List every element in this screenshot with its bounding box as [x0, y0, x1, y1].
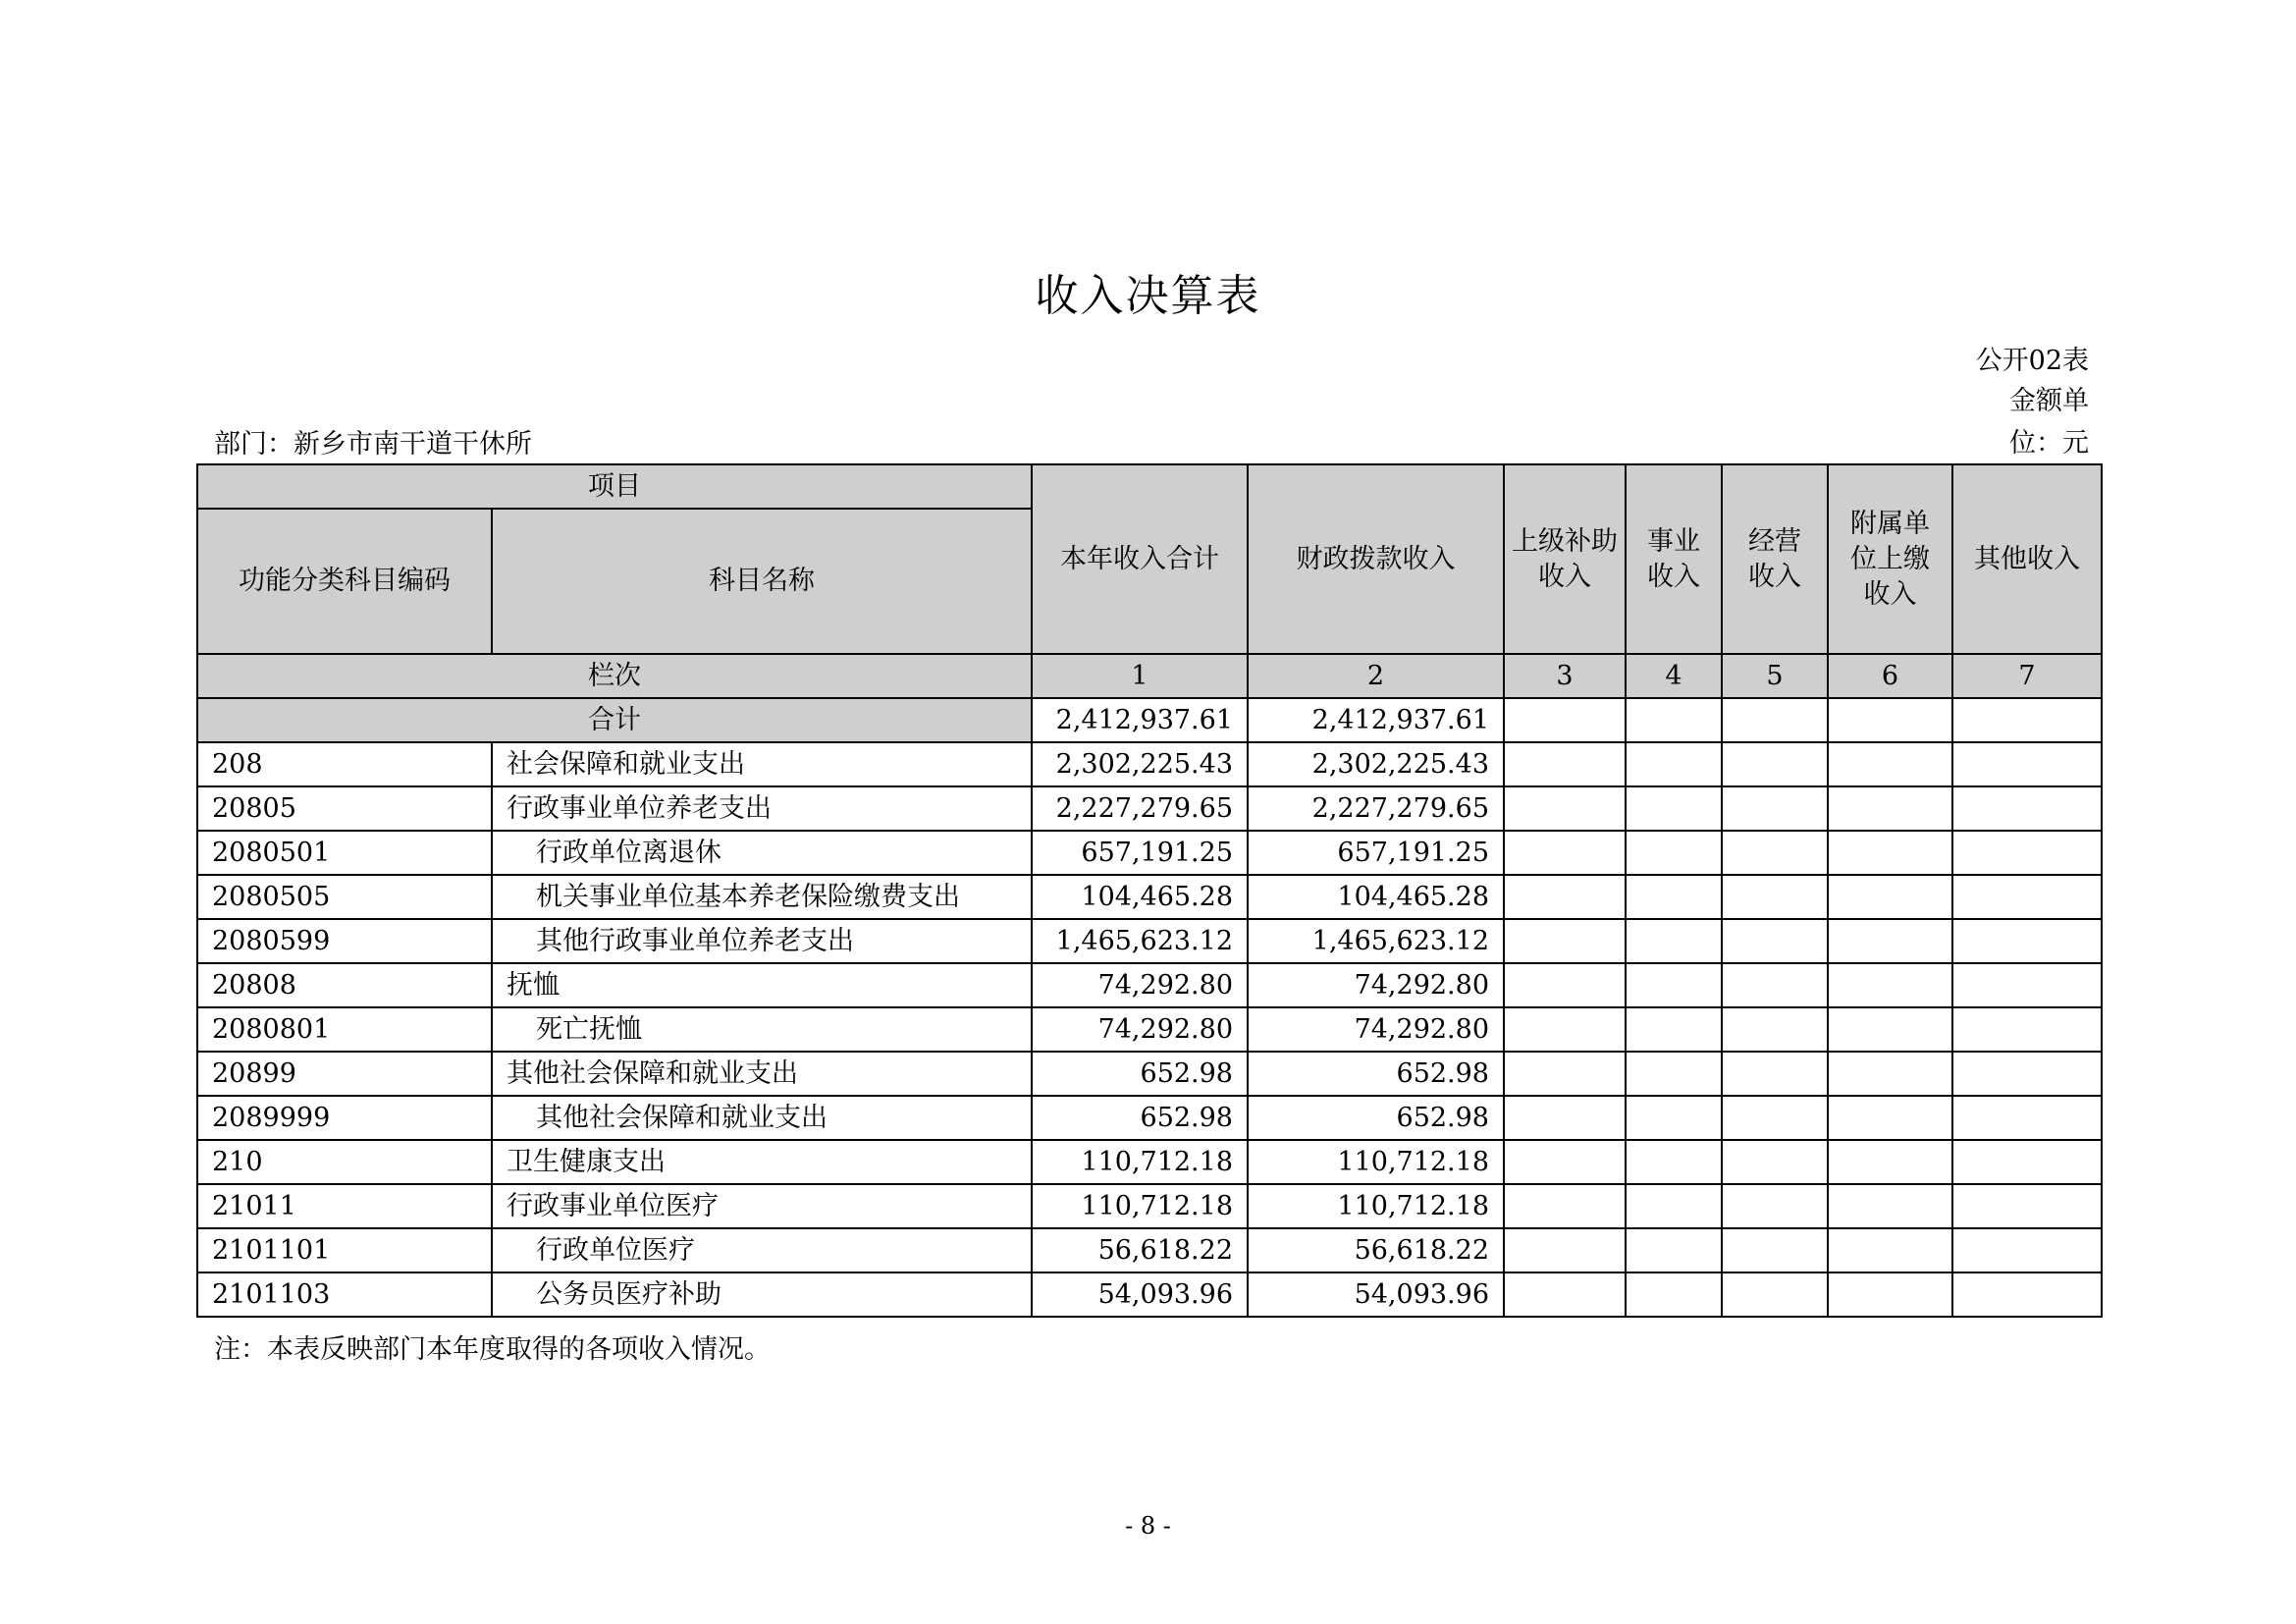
empty-cell: [1828, 698, 1952, 742]
row-code: 2080801: [197, 1007, 492, 1052]
row-name: 行政单位离退休: [492, 831, 1032, 875]
empty-cell: [1504, 1228, 1626, 1272]
empty-cell: [1952, 1052, 2102, 1096]
empty-cell: [1828, 1140, 1952, 1184]
empty-cell: [1626, 1272, 1722, 1317]
row-code: 208: [197, 742, 492, 786]
header-col3: 上级补助收入: [1504, 464, 1626, 654]
row-col1: 652.98: [1032, 1096, 1248, 1140]
row-col1: 1,465,623.12: [1032, 919, 1248, 963]
row-name: 公务员医疗补助: [492, 1272, 1032, 1317]
header-code: 功能分类科目编码: [197, 509, 492, 654]
table-row: [197, 875, 2102, 919]
row-name: 抚恤: [492, 963, 1032, 1007]
header-col7: 其他收入: [1952, 464, 2102, 654]
row-col2: 1,465,623.12: [1248, 919, 1504, 963]
row-col1: 104,465.28: [1032, 875, 1248, 919]
form-code: 公开02表: [1975, 346, 2089, 376]
empty-cell: [1952, 919, 2102, 963]
empty-cell: [1504, 1007, 1626, 1052]
empty-cell: [1952, 875, 2102, 919]
row-col1: 2,227,279.65: [1032, 786, 1248, 831]
total-row: [197, 698, 2102, 742]
row-name: 死亡抚恤: [492, 1007, 1032, 1052]
empty-cell: [1952, 963, 2102, 1007]
row-name: 卫生健康支出: [492, 1140, 1032, 1184]
row-name: 行政事业单位养老支出: [492, 786, 1032, 831]
index-cell: 3: [1504, 654, 1626, 698]
row-code: 210: [197, 1140, 492, 1184]
empty-cell: [1722, 1007, 1828, 1052]
empty-cell: [1626, 1140, 1722, 1184]
row-col1: 74,292.80: [1032, 1007, 1248, 1052]
empty-cell: [1722, 1052, 1828, 1096]
empty-cell: [1722, 919, 1828, 963]
empty-cell: [1828, 1052, 1952, 1096]
empty-cell: [1722, 1096, 1828, 1140]
empty-cell: [1952, 742, 2102, 786]
row-col1: 56,618.22: [1032, 1228, 1248, 1272]
header-col2: 财政拨款收入: [1248, 464, 1504, 654]
empty-cell: [1828, 963, 1952, 1007]
empty-cell: [1722, 786, 1828, 831]
table-row: [197, 1228, 2102, 1272]
row-code: 2080599: [197, 919, 492, 963]
empty-cell: [1504, 1184, 1626, 1228]
empty-cell: [1722, 1272, 1828, 1317]
row-name: 机关事业单位基本养老保险缴费支出: [492, 875, 1032, 919]
empty-cell: [1626, 963, 1722, 1007]
row-col1: 2,302,225.43: [1032, 742, 1248, 786]
table-row: [197, 963, 2102, 1007]
total-label: 合计: [197, 698, 1032, 742]
header-row-1: [197, 464, 2102, 509]
index-row: [197, 654, 2102, 698]
department-label: 部门：新乡市南干道干休所: [214, 429, 532, 460]
row-code: 2080505: [197, 875, 492, 919]
empty-cell: [1504, 1272, 1626, 1317]
row-code: 2101101: [197, 1228, 492, 1272]
empty-cell: [1828, 1184, 1952, 1228]
total-col2: 2,412,937.61: [1248, 698, 1504, 742]
empty-cell: [1504, 875, 1626, 919]
page-number: - 8 -: [1125, 1512, 1171, 1540]
empty-cell: [1504, 698, 1626, 742]
empty-cell: [1504, 919, 1626, 963]
empty-cell: [1828, 875, 1952, 919]
amount-unit-line1: 金额单: [2009, 386, 2089, 416]
table-row: [197, 919, 2102, 963]
empty-cell: [1626, 786, 1722, 831]
empty-cell: [1952, 1140, 2102, 1184]
empty-cell: [1828, 1007, 1952, 1052]
index-cell: 6: [1828, 654, 1952, 698]
table-note: 注：本表反映部门本年度取得的各项收入情况。: [214, 1334, 771, 1365]
empty-cell: [1626, 875, 1722, 919]
row-col2: 54,093.96: [1248, 1272, 1504, 1317]
page-title: 收入决算表: [1035, 271, 1261, 321]
empty-cell: [1504, 963, 1626, 1007]
table-row: [197, 1272, 2102, 1317]
header-item: 项目: [197, 464, 1032, 509]
index-label: 栏次: [197, 654, 1032, 698]
empty-cell: [1626, 831, 1722, 875]
index-cell: 2: [1248, 654, 1504, 698]
empty-cell: [1722, 963, 1828, 1007]
empty-cell: [1952, 1272, 2102, 1317]
empty-cell: [1952, 1228, 2102, 1272]
empty-cell: [1722, 831, 1828, 875]
empty-cell: [1952, 1184, 2102, 1228]
empty-cell: [1504, 1096, 1626, 1140]
row-col2: 652.98: [1248, 1096, 1504, 1140]
empty-cell: [1626, 1007, 1722, 1052]
empty-cell: [1722, 742, 1828, 786]
empty-cell: [1952, 1096, 2102, 1140]
row-col1: 110,712.18: [1032, 1140, 1248, 1184]
row-col2: 110,712.18: [1248, 1140, 1504, 1184]
index-cell: 7: [1952, 654, 2102, 698]
table-row: [197, 1096, 2102, 1140]
empty-cell: [1626, 1096, 1722, 1140]
row-code: 20899: [197, 1052, 492, 1096]
empty-cell: [1722, 1140, 1828, 1184]
row-col2: 2,227,279.65: [1248, 786, 1504, 831]
header-col4: 事业收入: [1626, 464, 1722, 654]
empty-cell: [1504, 786, 1626, 831]
empty-cell: [1626, 1184, 1722, 1228]
table-row: [197, 1052, 2102, 1096]
empty-cell: [1952, 1007, 2102, 1052]
table-row: [197, 786, 2102, 831]
income-table: [196, 463, 2103, 1318]
total-col1: 2,412,937.61: [1032, 698, 1248, 742]
empty-cell: [1828, 742, 1952, 786]
row-name: 其他社会保障和就业支出: [492, 1052, 1032, 1096]
empty-cell: [1626, 698, 1722, 742]
row-col2: 657,191.25: [1248, 831, 1504, 875]
amount-unit-line2: 位：元: [2009, 428, 2089, 459]
index-cell: 4: [1626, 654, 1722, 698]
empty-cell: [1504, 1140, 1626, 1184]
index-cell: 1: [1032, 654, 1248, 698]
header-col6: 附属单位上缴收入: [1828, 464, 1952, 654]
empty-cell: [1722, 698, 1828, 742]
empty-cell: [1626, 742, 1722, 786]
row-col1: 652.98: [1032, 1052, 1248, 1096]
header-name: 科目名称: [492, 509, 1032, 654]
index-cell: 5: [1722, 654, 1828, 698]
empty-cell: [1504, 1052, 1626, 1096]
row-code: 2101103: [197, 1272, 492, 1317]
amount-unit: [2009, 380, 2089, 464]
row-code: 20805: [197, 786, 492, 831]
row-col1: 657,191.25: [1032, 831, 1248, 875]
empty-cell: [1828, 919, 1952, 963]
row-code: 2080501: [197, 831, 492, 875]
row-name: 社会保障和就业支出: [492, 742, 1032, 786]
empty-cell: [1828, 1228, 1952, 1272]
row-name: 其他行政事业单位养老支出: [492, 919, 1032, 963]
row-code: 20808: [197, 963, 492, 1007]
header-col5: 经营收入: [1722, 464, 1828, 654]
empty-cell: [1504, 831, 1626, 875]
empty-cell: [1722, 875, 1828, 919]
empty-cell: [1828, 831, 1952, 875]
row-col2: 110,712.18: [1248, 1184, 1504, 1228]
table-row: [197, 1007, 2102, 1052]
empty-cell: [1952, 698, 2102, 742]
row-name: 其他社会保障和就业支出: [492, 1096, 1032, 1140]
row-code: 2089999: [197, 1096, 492, 1140]
empty-cell: [1626, 1052, 1722, 1096]
row-col1: 54,093.96: [1032, 1272, 1248, 1317]
row-col2: 2,302,225.43: [1248, 742, 1504, 786]
row-col2: 74,292.80: [1248, 963, 1504, 1007]
row-col2: 104,465.28: [1248, 875, 1504, 919]
row-col1: 110,712.18: [1032, 1184, 1248, 1228]
table-row: [197, 1184, 2102, 1228]
row-code: 21011: [197, 1184, 492, 1228]
empty-cell: [1828, 1096, 1952, 1140]
table-row: [197, 831, 2102, 875]
header-col1: 本年收入合计: [1032, 464, 1248, 654]
row-col2: 652.98: [1248, 1052, 1504, 1096]
empty-cell: [1722, 1228, 1828, 1272]
empty-cell: [1952, 786, 2102, 831]
row-name: 行政单位医疗: [492, 1228, 1032, 1272]
row-name: 行政事业单位医疗: [492, 1184, 1032, 1228]
empty-cell: [1828, 1272, 1952, 1317]
table-row: [197, 742, 2102, 786]
row-col1: 74,292.80: [1032, 963, 1248, 1007]
table-row: [197, 1140, 2102, 1184]
empty-cell: [1722, 1184, 1828, 1228]
empty-cell: [1626, 919, 1722, 963]
empty-cell: [1952, 831, 2102, 875]
row-col2: 56,618.22: [1248, 1228, 1504, 1272]
empty-cell: [1626, 1228, 1722, 1272]
row-col2: 74,292.80: [1248, 1007, 1504, 1052]
empty-cell: [1828, 786, 1952, 831]
empty-cell: [1504, 742, 1626, 786]
